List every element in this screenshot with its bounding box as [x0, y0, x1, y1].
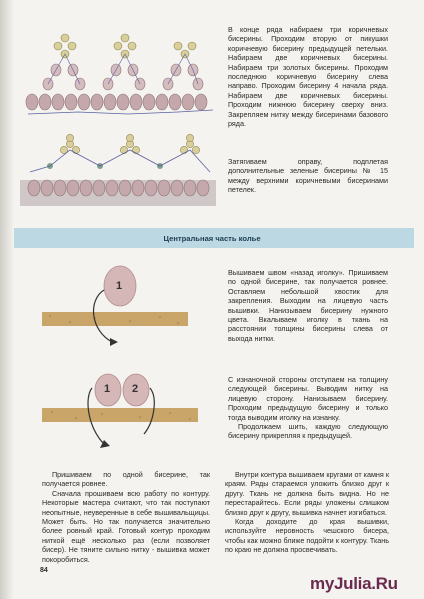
single-bead-diagram [40, 260, 190, 360]
page-number: 84 [40, 567, 48, 574]
logo-ru: .Ru [371, 574, 398, 593]
instruction-text-3: Вышиваем швом «назад иголку». Пришиваем по одной бисерине, так получается ровнее. Оставляем небольшой хвостик для закрепления. Выходим на лицевую часть вышивки. Нанизываем бисерину нужного цвета. Вкалываем иголку в ткань на расстоянии толщины бисерины слева от выхода нитки. [228, 268, 388, 343]
bead-loops-diagram [18, 22, 218, 122]
page-gutter-shadow [0, 0, 14, 599]
right-column-p2: Когда доходите до края вышивки, используйте неровность чешского бисера, чтобы как можно ближе подойти к контуру. Ткань по краю не должна просвечивать. [225, 517, 389, 555]
left-column-p2: Сначала прошиваем всю работу по контуру. Некоторые мастера считают, что так поступают неопытные, неуверенные в себе вышивальщицы. Может быть. Но так получается значительно более ровный край. Готовый контур проходим ниткой ещё несколько раз (если позволяет бисер). Не тяните сильно нитку - вышивка может покоробиться. [42, 488, 210, 564]
bead-label-1b: 1 [104, 383, 111, 395]
instruction-paragraph-4 [228, 375, 388, 441]
instruction-text-4: С изнаночной стороны отступаем на толщину следующей бисерины. Выводим нитку на лицевую сторону. Нанизываем бисерину. Проходим предыдущую бисерину и только тогда выводим иголку на изнанку. [228, 375, 388, 422]
instruction-paragraph-3 [228, 268, 388, 343]
instruction-paragraph-1 [228, 25, 388, 128]
section-title: Центральная часть колье [163, 234, 261, 243]
instruction-text-4b: Продолжаем шить, каждую следующую бисерину прикрепляя к предыдущей. [228, 422, 388, 441]
left-column-text [42, 470, 210, 564]
site-logo [310, 574, 398, 594]
bead-label-2: 2 [132, 383, 139, 395]
instruction-paragraph-2 [228, 157, 388, 195]
logo-my: my [310, 574, 334, 593]
left-column-p1: Пришиваем по одной бисерине, так получается ровнее. [42, 470, 210, 489]
logo-julia: Julia [333, 574, 372, 593]
right-column-p1: Внутри контура вышиваем кругами от камня к краям. Ряды стараемся уложить близко друг к другу. Ткань не должна быть видна. Но не перестарайтесь. Если ряды уложены слишком близко друг к другу, вышивка начнет изгибаться. [225, 470, 389, 517]
right-column-text [225, 470, 389, 555]
bead-label-1: 1 [116, 280, 123, 292]
two-beads-diagram [40, 368, 200, 464]
instruction-text-2: Затягиваем оправу, подплетая дополнительные зеленые бисерины № 15 между верхними коричневыми бисеринами петелек. [228, 157, 388, 195]
instruction-text-1: В конце ряда набираем три коричневых бисерины. Проходим вторую от пикушки коричневую бисерину предыдущей петельки. Набираем две коричневых бисерины. Набираем три золотых бисерины. Проходим последнюю коричневую бисерину слева направо. Проходим бисерину 4 начала ряда. Набираем две коричневых бисерины. Проходим нижнюю бисерину сверху вниз. Закрепляем нитку между бисеринами базового ряда. [228, 25, 388, 129]
tightened-frame-diagram [20, 128, 216, 208]
